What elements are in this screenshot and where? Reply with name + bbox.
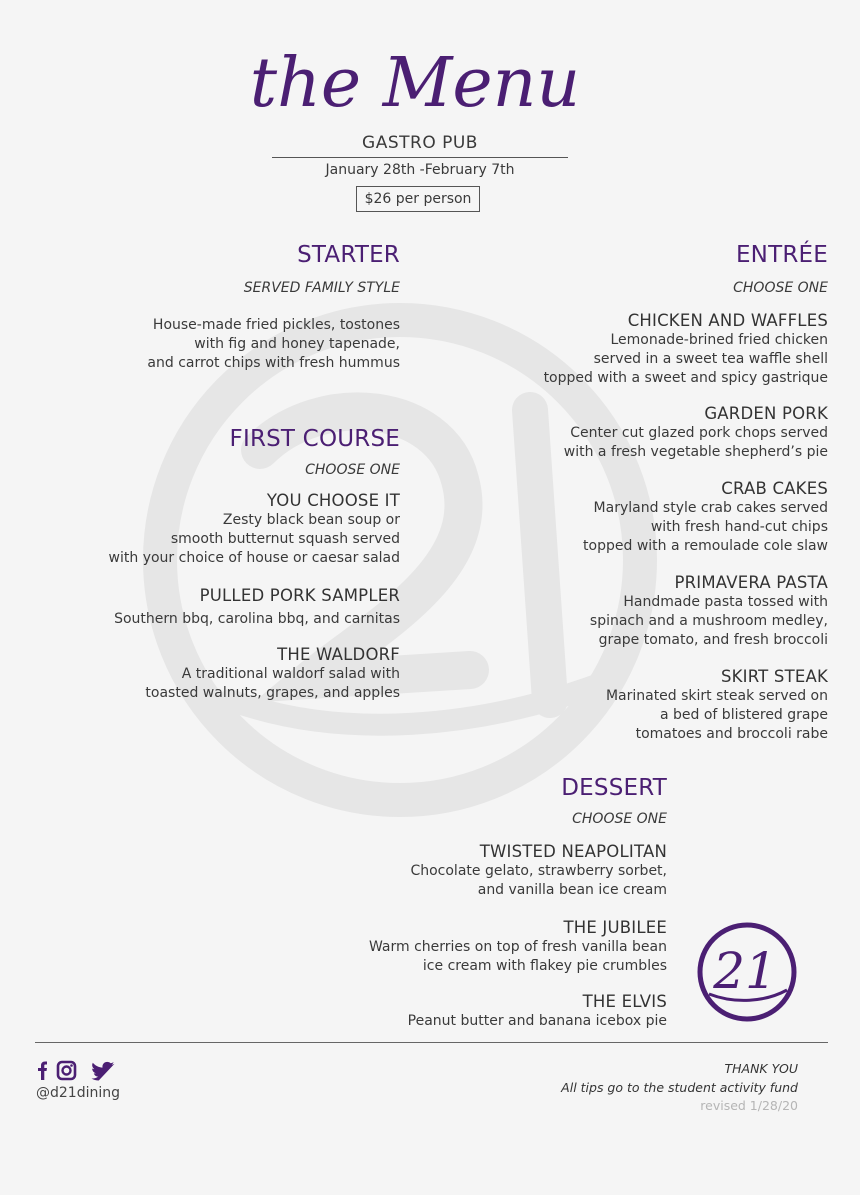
menu-subtitle: GASTRO PUB bbox=[362, 133, 478, 153]
first-course-note: CHOOSE ONE bbox=[305, 462, 400, 478]
dessert-section bbox=[267, 774, 667, 1031]
entree-note: CHOOSE ONE bbox=[733, 280, 828, 296]
menu-item bbox=[20, 645, 400, 703]
item-description: Handmade pasta tossed with spinach and a mushroom medley, grape tomato, and fresh broccoli bbox=[589, 594, 828, 648]
item-name: THE ELVIS bbox=[582, 992, 667, 1011]
d21-logo bbox=[695, 920, 799, 1024]
item-description: Maryland style crab cakes served with fresh hand-cut chips topped with a remoulade cole slaw bbox=[583, 500, 828, 554]
item-name: PRIMAVERA PASTA bbox=[674, 573, 828, 592]
item-name: THE JUBILEE bbox=[563, 918, 667, 937]
entree-section bbox=[448, 241, 828, 744]
menu-item bbox=[448, 311, 828, 388]
entree-title: ENTRÉE bbox=[735, 242, 828, 268]
twitter-icon[interactable] bbox=[92, 1062, 115, 1081]
item-name: THE WALDORF bbox=[277, 645, 400, 664]
dessert-note: CHOOSE ONE bbox=[572, 811, 667, 827]
header-divider bbox=[272, 157, 568, 158]
revision-date: revised 1/28/20 bbox=[700, 1098, 798, 1113]
social-handle[interactable]: @d21dining bbox=[36, 1085, 120, 1101]
item-description: Center cut glazed pork chops served with a fresh vegetable shepherd’s pie bbox=[563, 425, 828, 460]
item-name: GARDEN PORK bbox=[704, 404, 828, 423]
facebook-icon[interactable] bbox=[38, 1062, 47, 1081]
menu-item bbox=[267, 992, 667, 1031]
item-description: Marinated skirt steak served on a bed of blistered grape tomatoes and broccoli rabe bbox=[605, 688, 828, 742]
menu-item bbox=[267, 842, 667, 900]
footer-note bbox=[561, 1059, 798, 1097]
dessert-title: DESSERT bbox=[561, 775, 667, 801]
item-description: Zesty black bean soup or smooth butternut squash served with your choice of house or caesar salad bbox=[108, 512, 400, 566]
first-course-section bbox=[20, 425, 400, 703]
menu-item bbox=[448, 479, 828, 556]
starter-description: House-made fried pickles, tostones with fig and honey tapenade, and carrot chips with fresh hummus bbox=[147, 317, 400, 371]
item-description: Southern bbq, carolina bbq, and carnitas bbox=[114, 611, 400, 627]
thank-you-text: THANK YOU bbox=[724, 1061, 798, 1076]
instagram-icon[interactable] bbox=[58, 1062, 75, 1079]
menu-dates: January 28th -February 7th bbox=[325, 162, 515, 178]
first-course-title: FIRST COURSE bbox=[229, 426, 400, 452]
item-name: YOU CHOOSE IT bbox=[266, 491, 400, 510]
item-name: CHICKEN AND WAFFLES bbox=[627, 311, 828, 330]
starter-title: STARTER bbox=[297, 242, 400, 268]
starter-note: SERVED FAMILY STYLE bbox=[243, 280, 400, 296]
item-description: Chocolate gelato, strawberry sorbet, and vanilla bean ice cream bbox=[410, 863, 667, 898]
item-name: SKIRT STEAK bbox=[720, 667, 828, 686]
item-name: CRAB CAKES bbox=[721, 479, 828, 498]
footer-divider bbox=[35, 1042, 828, 1043]
item-name: TWISTED NEAPOLITAN bbox=[479, 842, 667, 861]
price-badge: $26 per person bbox=[356, 186, 480, 212]
tips-text: All tips go to the student activity fund bbox=[561, 1080, 798, 1095]
item-description: Warm cherries on top of fresh vanilla bean ice cream with flakey pie crumbles bbox=[368, 939, 667, 974]
menu-item bbox=[267, 918, 667, 976]
svg-text:21: 21 bbox=[713, 942, 777, 1000]
item-description: A traditional waldorf salad with toasted walnuts, grapes, and apples bbox=[145, 666, 400, 701]
item-description: Lemonade-brined fried chicken served in a sweet tea waffle shell topped with a sweet and spicy gastrique bbox=[543, 332, 828, 386]
menu-item bbox=[448, 667, 828, 744]
menu-item bbox=[20, 491, 400, 568]
menu-title-script bbox=[250, 28, 580, 128]
item-description: Peanut butter and banana icebox pie bbox=[407, 1013, 667, 1029]
menu-item bbox=[448, 404, 828, 462]
svg-text:the Menu: the Menu bbox=[250, 44, 580, 123]
menu-item bbox=[448, 573, 828, 650]
social-links bbox=[36, 1060, 116, 1082]
item-name: PULLED PORK SAMPLER bbox=[199, 586, 400, 605]
menu-item bbox=[20, 586, 400, 629]
starter-section bbox=[40, 241, 400, 373]
